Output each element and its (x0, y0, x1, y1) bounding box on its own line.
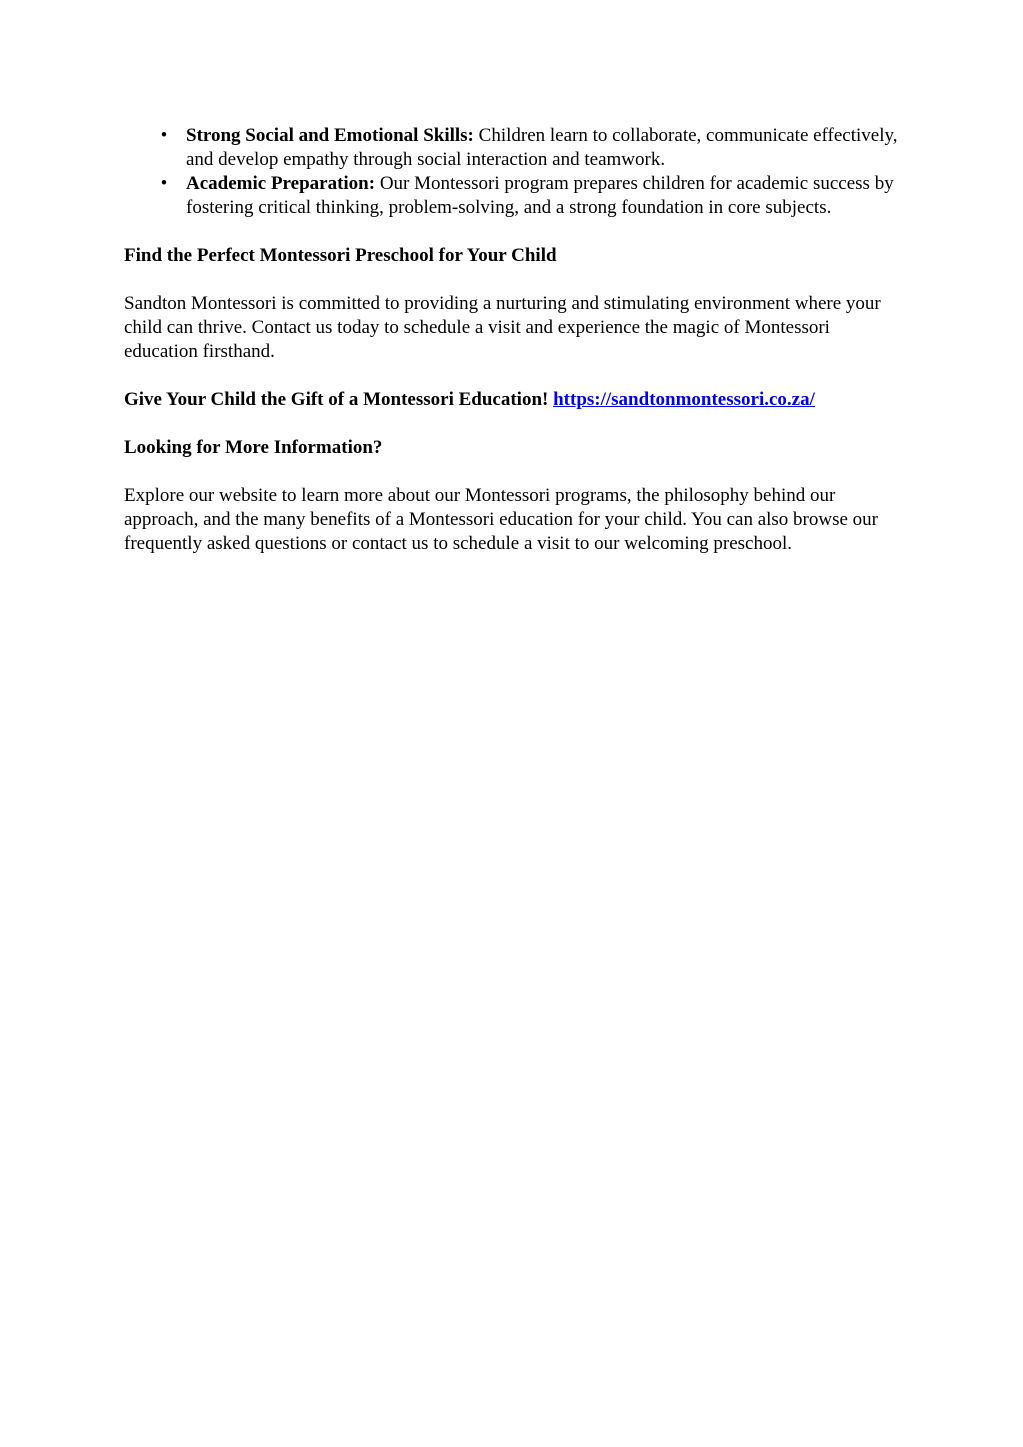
bullet-title: Academic Preparation: (186, 173, 376, 194)
bullet-icon: • (160, 125, 168, 146)
benefits-list (124, 124, 904, 220)
gift-heading: Give Your Child the Gift of a Montessori Education! (124, 389, 549, 410)
find-body: Sandton Montessori is committed to providing a nurturing and stimulating environment where your child can thrive. Contact us today to schedule a visit and experience the magic of Montessori education firsthand. (124, 293, 881, 362)
more-body: Explore our website to learn more about our Montessori programs, the philosophy behind our approach, and the many benefits of a Montessori education for your child. You can also browse our frequently asked questions or contact us to schedule a visit to our welcoming preschool. (124, 485, 879, 554)
website-link[interactable]: https://sandtonmontessori.co.za/ (553, 389, 815, 410)
find-heading: Find the Perfect Montessori Preschool for Your Child (124, 245, 557, 266)
list-item (124, 124, 904, 172)
bullet-text: Children learn to collaborate, communicate effectively, and develop empathy through social interaction and teamwork. (186, 125, 898, 170)
bullet-icon: • (160, 173, 168, 194)
bullet-text: Our Montessori program prepares children for academic success by fostering critical thinking, problem-solving, and a strong foundation in core subjects. (186, 173, 894, 218)
more-heading: Looking for More Information? (124, 437, 383, 458)
bullet-title: Strong Social and Emotional Skills: (186, 125, 474, 146)
gift-paragraph (124, 388, 904, 412)
document-content (124, 124, 904, 556)
list-item (124, 172, 904, 220)
